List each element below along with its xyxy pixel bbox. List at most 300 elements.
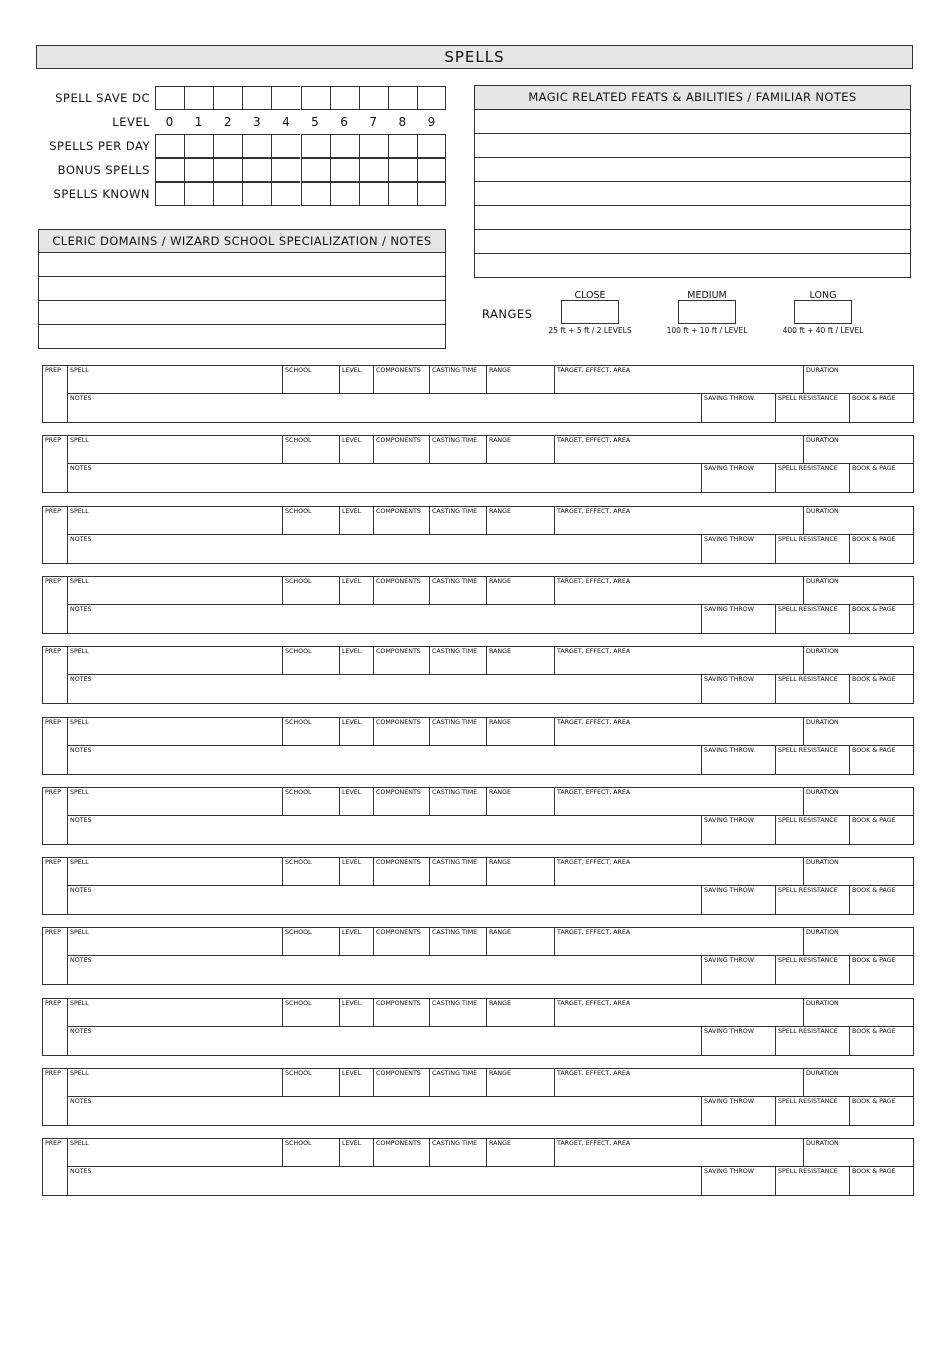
range-name-close: CLOSE [574,290,606,301]
spell-field-casting-time[interactable] [429,576,487,605]
range-formula: 25 ft + 5 ft / 2 LEVELS [548,326,632,335]
spell-field-prep[interactable] [42,857,68,915]
spell-field-spell[interactable] [67,506,283,535]
field-label: LEVEL [342,929,362,937]
spell-field-prep[interactable] [42,435,68,493]
field-label: COMPONENTS [376,437,421,445]
spell-field-range[interactable] [486,506,555,535]
field-label: SAVING THROW [704,1098,754,1105]
magic-note-line[interactable] [474,182,911,206]
spell-field-prep[interactable] [42,365,68,423]
spell-field-components[interactable] [373,927,430,956]
stat-cell[interactable] [213,182,242,206]
spell-field-spell[interactable] [67,857,283,886]
spell-field-prep[interactable] [42,646,68,704]
field-label: NOTES [70,746,92,754]
spell-field-school[interactable] [282,1138,340,1167]
spell-field-level[interactable] [339,927,374,956]
magic-note-line[interactable] [474,134,911,158]
spell-field-saving-throw[interactable] [701,1096,776,1126]
field-label: RANGE [489,929,511,937]
field-label: COMPONENTS [376,859,421,867]
spell-field-prep[interactable] [42,927,68,985]
spell-field-level[interactable] [339,998,374,1027]
spell-field-prep[interactable] [42,717,68,775]
field-label: CASTING TIME [432,788,478,796]
stat-cell[interactable] [242,158,271,182]
stat-cell[interactable] [213,134,242,158]
stat-cell[interactable] [184,86,213,110]
spell-field-components[interactable] [373,646,430,675]
field-label: SCHOOL [285,718,312,726]
spell-field-saving-throw[interactable] [701,1026,776,1056]
field-label: PREP [45,788,61,796]
level-number: 6 [340,115,348,129]
spell-field-saving-throw[interactable] [701,745,776,775]
stat-cell[interactable] [271,86,300,110]
spell-field-spell-resistance[interactable] [775,815,850,845]
spell-field-saving-throw[interactable] [701,604,776,634]
spell-field-school[interactable] [282,717,340,746]
stat-cell[interactable] [359,86,388,110]
field-label: PREP [45,999,61,1007]
range-formula: 400 ft + 40 ft / LEVEL [782,326,864,335]
stat-cell[interactable] [184,182,213,206]
spell-field-notes[interactable] [67,1026,702,1056]
stat-cell[interactable] [417,86,447,110]
spell-field-target-effect-area[interactable] [554,927,804,956]
field-label: SPELL RESISTANCE [778,816,838,824]
spell-field-school[interactable] [282,1068,340,1097]
field-label: NOTES [70,1168,92,1176]
magic-note-line[interactable] [474,110,911,134]
spell-field-spell[interactable] [67,1138,283,1167]
stat-cell[interactable] [330,182,359,206]
spell-field-spell[interactable] [67,787,283,816]
spell-field-spell-resistance[interactable] [775,745,850,775]
field-label: PREP [45,648,61,656]
spell-field-book-page[interactable] [849,1026,914,1056]
field-label: BOOK & PAGE [852,816,896,824]
stat-cell[interactable] [388,158,417,182]
spell-field-casting-time[interactable] [429,646,487,675]
spell-field-duration[interactable] [803,506,914,535]
stat-cell[interactable] [359,182,388,206]
stat-cell[interactable] [330,86,359,110]
spell-field-saving-throw[interactable] [701,815,776,845]
field-label: SCHOOL [285,999,312,1007]
spell-field-casting-time[interactable] [429,365,487,394]
stat-cell[interactable] [242,86,271,110]
cleric-note-line[interactable] [38,277,446,301]
spell-field-components[interactable] [373,506,430,535]
field-label: SPELL RESISTANCE [778,1098,838,1105]
spell-field-school[interactable] [282,998,340,1027]
spell-field-spell-resistance[interactable] [775,1096,850,1126]
field-label: SPELL RESISTANCE [778,535,838,543]
spell-field-notes[interactable] [67,745,702,775]
field-label: SPELL [70,648,89,656]
field-label: CASTING TIME [432,437,478,445]
spell-field-book-page[interactable] [849,393,914,423]
spell-field-level[interactable] [339,717,374,746]
range-box-long[interactable] [794,300,852,324]
spell-field-range[interactable] [486,927,555,956]
stat-cell[interactable] [330,158,359,182]
magic-note-line[interactable] [474,206,911,230]
stat-cell[interactable] [359,134,388,158]
stat-cell[interactable] [301,158,330,182]
field-label: TARGET, EFFECT, AREA [557,577,631,585]
spell-field-range[interactable] [486,1068,555,1097]
stat-cell[interactable] [388,182,417,206]
spell-field-spell-resistance[interactable] [775,1026,850,1056]
spell-field-notes[interactable] [67,1166,702,1196]
spell-field-duration[interactable] [803,1068,914,1097]
spell-field-casting-time[interactable] [429,857,487,886]
field-label: SPELL RESISTANCE [778,676,838,684]
spell-field-range[interactable] [486,717,555,746]
spell-field-duration[interactable] [803,927,914,956]
spell-field-school[interactable] [282,646,340,675]
spell-field-casting-time[interactable] [429,927,487,956]
spell-field-casting-time[interactable] [429,506,487,535]
field-label: TARGET, EFFECT, AREA [557,718,631,726]
spell-field-saving-throw[interactable] [701,534,776,564]
field-label: NOTES [70,535,92,543]
stat-cell[interactable] [417,158,447,182]
stat-cell[interactable] [213,158,242,182]
spell-field-target-effect-area[interactable] [554,646,804,675]
stat-cell[interactable] [271,158,300,182]
spell-field-casting-time[interactable] [429,435,487,464]
field-label: SPELL RESISTANCE [778,1168,838,1176]
spell-field-notes[interactable] [67,885,702,915]
field-label: LEVEL [342,1140,362,1148]
spell-field-saving-throw[interactable] [701,674,776,704]
field-label: SAVING THROW [704,535,754,543]
field-label: SPELL RESISTANCE [778,395,838,402]
spell-field-spell-resistance[interactable] [775,1166,850,1196]
spell-field-components[interactable] [373,857,430,886]
spell-field-book-page[interactable] [849,815,914,845]
spell-field-prep[interactable] [42,1068,68,1126]
spell-field-range[interactable] [486,787,555,816]
spell-field-casting-time[interactable] [429,1138,487,1167]
stat-cell[interactable] [242,134,271,158]
range-box-medium[interactable] [678,300,736,324]
field-label: LEVEL [342,718,362,726]
stat-cell[interactable] [388,134,417,158]
spell-field-notes[interactable] [67,955,702,985]
stat-row-label: SPELLS KNOWN [53,187,150,201]
field-label: BOOK & PAGE [852,1168,896,1176]
spell-field-notes[interactable] [67,604,702,634]
stat-cell[interactable] [301,182,330,206]
stat-cell[interactable] [271,182,300,206]
stat-row-label: BONUS SPELLS [57,163,150,177]
stat-cell[interactable] [388,86,417,110]
spell-field-spell[interactable] [67,646,283,675]
field-label: LEVEL [342,1070,362,1077]
stat-cell[interactable] [213,86,242,110]
spell-field-spell[interactable] [67,435,283,464]
field-label: RANGE [489,999,511,1007]
field-label: SPELL [70,718,89,726]
stat-cell[interactable] [242,182,271,206]
field-label: PREP [45,859,61,867]
spell-field-notes[interactable] [67,1096,702,1126]
spell-field-spell[interactable] [67,1068,283,1097]
spell-field-components[interactable] [373,717,430,746]
field-label: SAVING THROW [704,605,754,613]
spell-field-saving-throw[interactable] [701,885,776,915]
spell-field-school[interactable] [282,506,340,535]
spell-field-book-page[interactable] [849,463,914,493]
spell-field-spell-resistance[interactable] [775,393,850,423]
level-number: 7 [369,115,377,129]
spell-field-target-effect-area[interactable] [554,435,804,464]
field-label: BOOK & PAGE [852,465,896,473]
level-number: 4 [282,115,290,129]
spell-field-notes[interactable] [67,534,702,564]
field-label: SCHOOL [285,507,312,515]
field-label: RANGE [489,648,511,656]
spell-field-level[interactable] [339,1138,374,1167]
spell-field-range[interactable] [486,1138,555,1167]
spell-field-book-page[interactable] [849,1096,914,1126]
cleric-note-line[interactable] [38,325,446,349]
stat-cell[interactable] [417,134,447,158]
spell-field-spell-resistance[interactable] [775,463,850,493]
field-label: DURATION [806,929,839,937]
spell-field-spell[interactable] [67,998,283,1027]
spell-field-range[interactable] [486,998,555,1027]
spell-field-spell-resistance[interactable] [775,604,850,634]
field-label: NOTES [70,676,92,684]
field-label: SPELL [70,999,89,1007]
spell-field-components[interactable] [373,1138,430,1167]
magic-note-line[interactable] [474,254,911,278]
stat-cell[interactable] [155,134,184,158]
spell-field-notes[interactable] [67,815,702,845]
spell-field-casting-time[interactable] [429,1068,487,1097]
field-label: SPELL [70,437,89,445]
spell-field-spell[interactable] [67,576,283,605]
spell-field-duration[interactable] [803,787,914,816]
spell-field-prep[interactable] [42,998,68,1056]
spell-field-level[interactable] [339,435,374,464]
spell-field-book-page[interactable] [849,745,914,775]
spell-field-spell[interactable] [67,927,283,956]
spell-field-school[interactable] [282,365,340,394]
stat-cell[interactable] [155,182,184,206]
spell-field-spell-resistance[interactable] [775,674,850,704]
field-label: SAVING THROW [704,465,754,473]
field-label: TARGET, EFFECT, AREA [557,507,631,515]
magic-note-line[interactable] [474,158,911,182]
stat-row-label: SPELL SAVE DC [55,91,150,105]
field-label: RANGE [489,1140,511,1148]
cleric-note-line[interactable] [38,253,446,277]
field-label: LEVEL [342,999,362,1007]
spell-field-saving-throw[interactable] [701,393,776,423]
field-label: SAVING THROW [704,957,754,965]
spell-field-target-effect-area[interactable] [554,506,804,535]
spell-field-range[interactable] [486,576,555,605]
spell-field-level[interactable] [339,576,374,605]
spell-field-duration[interactable] [803,857,914,886]
spell-field-school[interactable] [282,857,340,886]
spell-field-school[interactable] [282,435,340,464]
spell-field-target-effect-area[interactable] [554,1068,804,1097]
spell-field-casting-time[interactable] [429,717,487,746]
field-label: SPELL RESISTANCE [778,1027,838,1035]
spell-field-target-effect-area[interactable] [554,576,804,605]
spell-field-duration[interactable] [803,717,914,746]
field-label: SCHOOL [285,929,312,937]
spell-field-notes[interactable] [67,674,702,704]
spell-field-prep[interactable] [42,576,68,634]
stat-cell[interactable] [301,134,330,158]
stat-cell[interactable] [330,134,359,158]
field-label: SCHOOL [285,367,312,374]
ranges-label: RANGES [482,307,533,321]
stat-cell[interactable] [155,86,184,110]
spell-field-duration[interactable] [803,365,914,394]
field-label: DURATION [806,1070,839,1077]
spell-field-school[interactable] [282,927,340,956]
spell-field-book-page[interactable] [849,534,914,564]
spell-field-target-effect-area[interactable] [554,365,804,394]
spell-field-prep[interactable] [42,1138,68,1196]
field-label: COMPONENTS [376,1140,421,1148]
field-label: LEVEL [342,507,362,515]
spell-field-spell-resistance[interactable] [775,885,850,915]
field-label: COMPONENTS [376,1070,421,1077]
spell-field-target-effect-area[interactable] [554,1138,804,1167]
spell-field-components[interactable] [373,435,430,464]
field-label: CASTING TIME [432,367,478,374]
spell-field-components[interactable] [373,365,430,394]
spell-field-spell-resistance[interactable] [775,534,850,564]
spell-field-target-effect-area[interactable] [554,717,804,746]
spell-field-duration[interactable] [803,998,914,1027]
field-label: RANGE [489,367,511,374]
spell-field-spell-resistance[interactable] [775,955,850,985]
spell-field-level[interactable] [339,646,374,675]
stat-row-label: LEVEL [112,115,150,129]
spell-field-level[interactable] [339,506,374,535]
stat-cell[interactable] [417,182,447,206]
stat-cell[interactable] [301,86,330,110]
spell-field-saving-throw[interactable] [701,463,776,493]
spell-field-duration[interactable] [803,1138,914,1167]
spell-field-saving-throw[interactable] [701,955,776,985]
spell-field-book-page[interactable] [849,885,914,915]
spell-field-range[interactable] [486,646,555,675]
spell-field-target-effect-area[interactable] [554,787,804,816]
field-label: BOOK & PAGE [852,605,896,613]
spell-field-spell[interactable] [67,717,283,746]
spell-field-book-page[interactable] [849,1166,914,1196]
field-label: NOTES [70,465,92,473]
level-number: 2 [223,115,232,129]
magic-note-line[interactable] [474,230,911,254]
spell-field-saving-throw[interactable] [701,1166,776,1196]
spell-field-duration[interactable] [803,576,914,605]
field-label: SPELL [70,1140,89,1148]
field-label: DURATION [806,859,839,867]
spell-field-components[interactable] [373,998,430,1027]
field-label: RANGE [489,1070,511,1077]
spell-field-level[interactable] [339,857,374,886]
field-label: BOOK & PAGE [852,887,896,895]
spell-field-target-effect-area[interactable] [554,857,804,886]
spell-field-range[interactable] [486,435,555,464]
field-label: SCHOOL [285,1070,312,1077]
spell-field-level[interactable] [339,787,374,816]
stat-cell[interactable] [184,134,213,158]
spell-field-spell[interactable] [67,365,283,394]
spell-field-prep[interactable] [42,787,68,845]
field-label: NOTES [70,887,92,895]
field-label: SCHOOL [285,1140,312,1148]
range-name-medium: MEDIUM [687,290,727,301]
field-label: TARGET, EFFECT, AREA [557,999,631,1007]
spell-field-target-effect-area[interactable] [554,998,804,1027]
spell-field-components[interactable] [373,787,430,816]
spell-field-level[interactable] [339,365,374,394]
cleric-note-line[interactable] [38,301,446,325]
field-label: RANGE [489,507,511,515]
spell-field-school[interactable] [282,787,340,816]
range-box-close[interactable] [561,300,619,324]
spell-field-notes[interactable] [67,393,702,423]
field-label: CASTING TIME [432,648,478,656]
stat-cell[interactable] [271,134,300,158]
field-label: PREP [45,507,61,515]
field-label: TARGET, EFFECT, AREA [557,648,631,656]
stat-cell[interactable] [155,158,184,182]
spell-field-notes[interactable] [67,463,702,493]
spell-field-casting-time[interactable] [429,787,487,816]
spell-field-casting-time[interactable] [429,998,487,1027]
spell-field-book-page[interactable] [849,955,914,985]
spell-field-duration[interactable] [803,435,914,464]
stat-cell[interactable] [184,158,213,182]
field-label: TARGET, EFFECT, AREA [557,788,631,796]
spell-field-range[interactable] [486,365,555,394]
spell-field-level[interactable] [339,1068,374,1097]
field-label: SCHOOL [285,577,312,585]
spell-field-components[interactable] [373,1068,430,1097]
field-label: SPELL [70,859,89,867]
spell-field-duration[interactable] [803,646,914,675]
level-number: 9 [427,115,436,129]
spell-field-components[interactable] [373,576,430,605]
spell-field-book-page[interactable] [849,604,914,634]
spell-field-book-page[interactable] [849,674,914,704]
field-label: DURATION [806,788,839,796]
stat-cell[interactable] [359,158,388,182]
field-label: CASTING TIME [432,999,478,1007]
spell-field-range[interactable] [486,857,555,886]
field-label: SCHOOL [285,788,312,796]
spell-field-prep[interactable] [42,506,68,564]
field-label: COMPONENTS [376,788,421,796]
spell-field-school[interactable] [282,576,340,605]
